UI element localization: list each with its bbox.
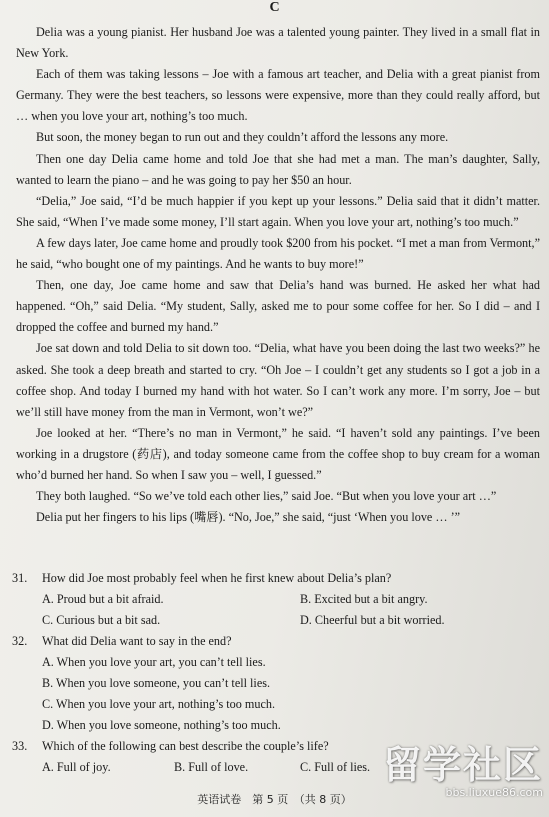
- answer-option-b: B. Excited but a bit angry.: [300, 592, 428, 606]
- answer-option-d: D. Cheerful but a bit worried.: [300, 613, 445, 627]
- passage-paragraph: Delia put her fingers to his lips (嘴唇). “No, Joe,” she said, “just ‘When you love … ’”: [36, 510, 461, 525]
- watermark-logo: 留学社区: [382, 743, 543, 787]
- section-letter: C: [269, 0, 280, 15]
- question-number: 32.: [12, 634, 28, 648]
- passage-paragraph: But soon, the money began to run out and they couldn’t afford the lessons any more.: [36, 130, 449, 145]
- question-32: [12, 631, 512, 736]
- passage-paragraph: Then, one day, Joe came home and saw that Delia’s hand was burned. He asked her what had happened. “Oh,” said Delia. “My student, Sally, asked me to pour some coffee for her. So I did – and I dropped the coffee and burned my hand.”: [16, 278, 540, 335]
- answer-option-b: B. Full of love.: [174, 760, 249, 774]
- question-31: [12, 568, 512, 631]
- question-number: 31.: [12, 571, 28, 585]
- answer-option-c: C. When you love your art, nothing’s too much.: [42, 697, 276, 711]
- page-footer: 英语试卷 第 5 页 （共 8 页）: [197, 793, 352, 806]
- passage-paragraph: “Delia,” Joe said, “I’d be much happier if you kept up your lessons.” Delia said that it didn’t matter. She said, “When I’ve made some money, I’ll start again. When you love your art, nothing’s too much.”: [16, 193, 540, 229]
- answer-option-a: A. When you love your art, you can’t tell lies.: [42, 655, 266, 669]
- question-stem: How did Joe most probably feel when he first knew about Delia’s plan?: [42, 571, 392, 585]
- answer-option-b: B. When you love someone, you can’t tell lies.: [42, 676, 271, 690]
- reading-passage: [16, 22, 540, 528]
- question-stem: What did Delia want to say in the end?: [42, 634, 232, 648]
- passage-paragraph: A few days later, Joe came home and proudly took $200 from his pocket. “I met a man from Vermont,” he said, “who bought one of my paintings. And he wants to buy more!”: [16, 235, 540, 272]
- passage-paragraph: Joe looked at her. “There’s no man in Vermont,” he said. “I haven’t sold any paintings. I’ve been working in a drugstore (药店), and today someone came from the coffee shop to buy cream for a woman who’d burned her hand. So when I saw you – well, I guessed.”: [16, 425, 540, 482]
- site-watermark: [381, 744, 543, 804]
- passage-paragraph: Joe sat down and told Delia to sit down too. “Delia, what have you been doing the last two weeks?” he asked. She took a deep breath and started to cry. “Oh Joe – I couldn’t get any students so I got a job in a coffee shop. And today I burned my hand with hot water. So I can’t work any more. I’m sorry, Joe – but we’ll still have money from the man in Vermont, won’t we?”: [16, 341, 540, 419]
- passage-paragraph: They both laughed. “So we’ve told each other lies,” said Joe. “But when you love your art …”: [36, 489, 497, 504]
- question-number: 33.: [12, 739, 28, 753]
- answer-option-a: A. Proud but a bit afraid.: [42, 592, 164, 606]
- answer-option-c: C. Curious but a bit sad.: [42, 613, 161, 627]
- passage-paragraph: Delia was a young pianist. Her husband Joe was a talented young painter. They lived in a small flat in New York.: [16, 25, 540, 61]
- answer-option-a: A. Full of joy.: [42, 760, 111, 774]
- answer-option-c: C. Full of lies.: [300, 760, 371, 774]
- answer-option-d: D. When you love someone, nothing’s too much.: [42, 718, 281, 732]
- passage-paragraph: Then one day Delia came home and told Joe that she had met a man. The man’s daughter, Sally, wanted to learn the piano – and he was going to pay her $50 an hour.: [16, 151, 540, 187]
- question-stem: Which of the following can best describe the couple’s life?: [42, 739, 329, 753]
- watermark-url: bbs.liuxue86.com: [445, 786, 543, 799]
- passage-paragraph: Each of them was taking lessons – Joe with a famous art teacher, and Delia with a great pianist from Germany. They were the best teachers, so lessons were expensive, more than they could really afford, but … when you love your art, nothing’s too much.: [16, 67, 540, 124]
